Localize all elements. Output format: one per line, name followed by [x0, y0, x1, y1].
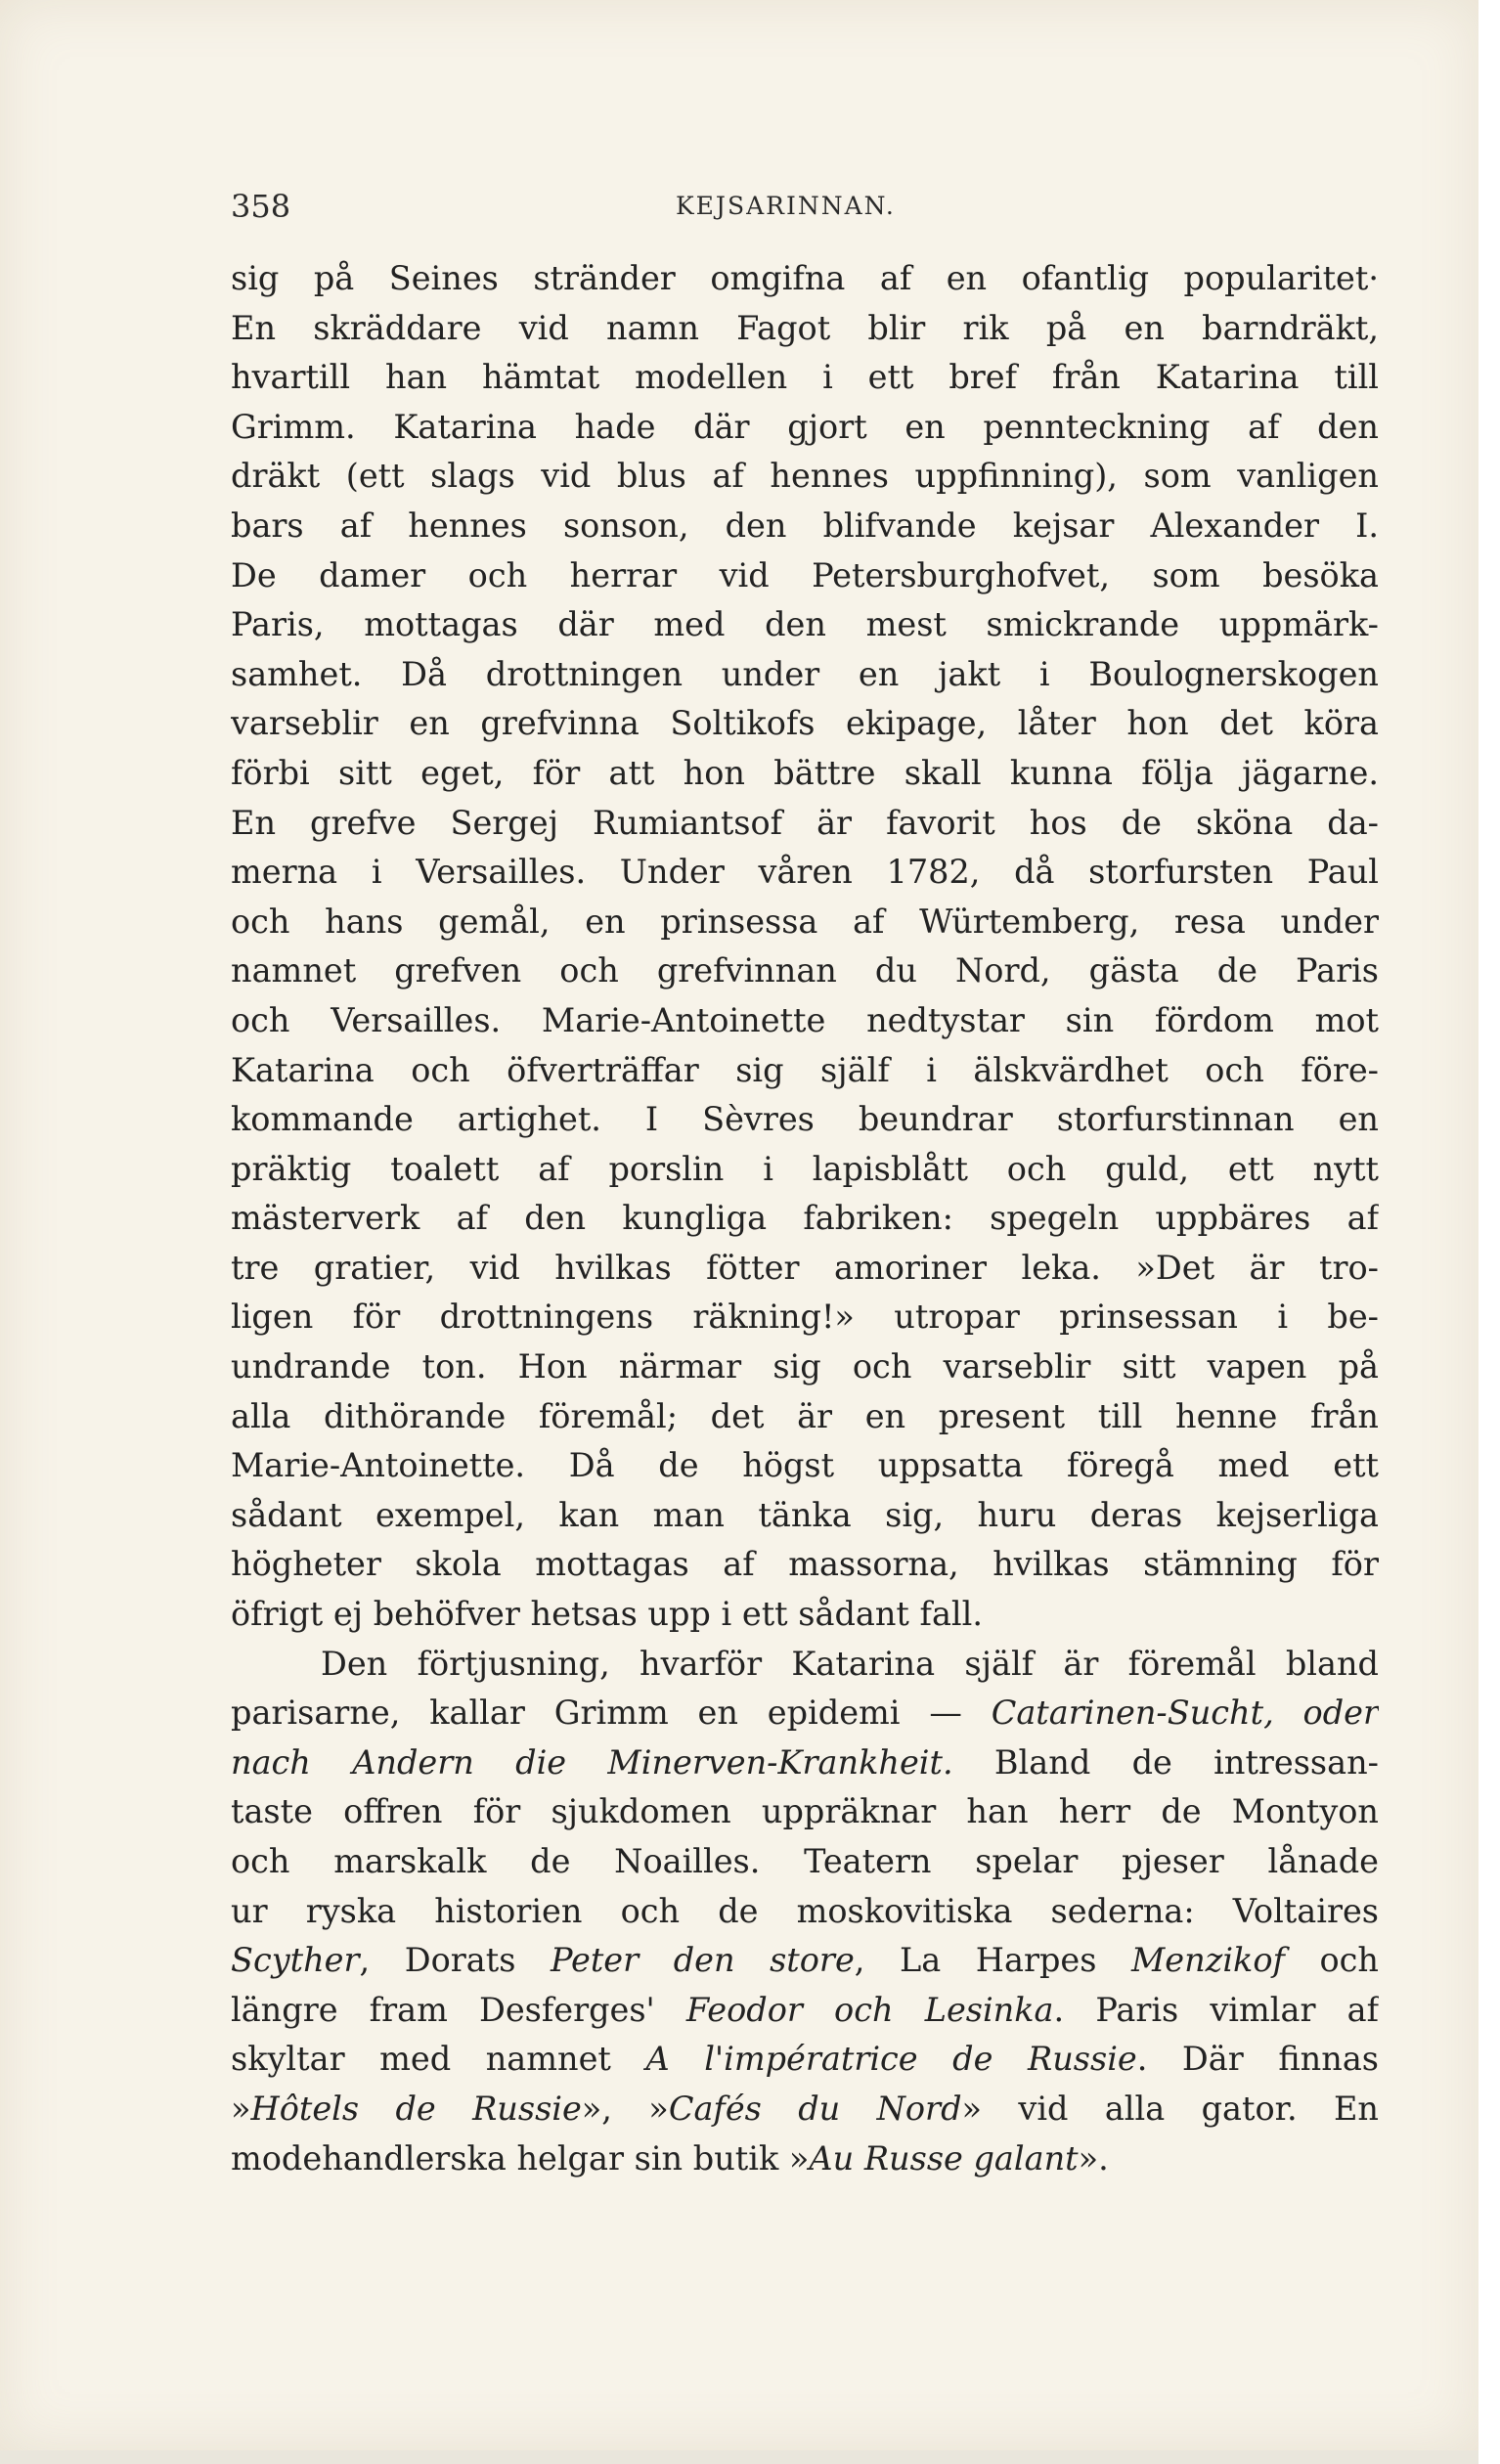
text-line: De damer och herrar vid Petersburghofvet, som besöka	[231, 555, 1379, 594]
body-text	[231, 254, 1379, 2183]
italic-phrase: Au Russe galant	[809, 2138, 1079, 2178]
text-line: En skräddare vid namn Fagot blir rik på en barndräkt,	[231, 308, 1379, 347]
italic-title: Peter den store	[550, 1941, 855, 1980]
text-line: namnet grefven och grefvinnan du Nord, gästa de Paris	[231, 951, 1379, 990]
italic-title: Scyther	[231, 1941, 360, 1980]
text-line: undrande ton. Hon närmar sig och varseblir sitt vapen på	[231, 1347, 1379, 1386]
text-line: bars af hennes sonson, den blifvande kejsar Alexander I.	[231, 506, 1379, 545]
italic-title: Feodor och Lesinka	[685, 1990, 1054, 2029]
italic-phrase: Catarinen-Sucht, oder	[991, 1694, 1379, 1733]
italic-phrase: Hôtels de Russie	[250, 2089, 582, 2128]
text-line: samhet. Då drottningen under en jakt i Boulognerskogen	[231, 654, 1379, 693]
text-line: längre fram Desferges' Feodor och Lesinka. Paris vimlar af	[231, 1990, 1379, 2029]
text-line: dräkt (ett slags vid blus af hennes uppfinning), som vanligen	[231, 457, 1379, 496]
text-line: Scyther, Dorats Peter den store, La Harpes Menzikof och	[231, 1941, 1379, 1980]
text-line: skyltar med namnet A l'impératrice de Russie. Där finnas	[231, 2040, 1379, 2079]
page-header	[231, 182, 1379, 231]
text-line: sådant exempel, kan man tänka sig, huru deras kejserliga	[231, 1495, 1379, 1534]
text-line: ur ryska historien och de moskovitiska sederna: Voltaires	[231, 1891, 1379, 1930]
text-line: nach Andern die Minerven-Krankheit. Bland de intressan-	[231, 1742, 1379, 1782]
page-number: 358	[231, 188, 291, 225]
text-line: »Hôtels de Russie», »Cafés du Nord» vid alla gator. En	[231, 2089, 1379, 2128]
text-line: En grefve Sergej Rumiantsof är favorit hos de sköna da-	[231, 803, 1379, 842]
running-head: KEJSARINNAN.	[676, 192, 896, 220]
text-line: merna i Versailles. Under våren 1782, då storfursten Paul	[231, 853, 1379, 892]
paragraph-1	[231, 254, 1379, 1640]
text-line: alla dithörande föremål; det är en present till henne från	[231, 1396, 1379, 1435]
text-line: Katarina och öfverträffar sig själf i älskvärdhet och före-	[231, 1050, 1379, 1089]
text-line: hvartill han hämtat modellen i ett bref från Katarina till	[231, 358, 1379, 397]
text-line: förbi sitt eget, för att hon bättre skall kunna följa jägarne.	[231, 753, 1379, 792]
italic-phrase: nach Andern die Minerven-Krankheit.	[231, 1742, 953, 1782]
italic-title: Menzikof	[1130, 1941, 1285, 1980]
text-line: sig på Seines stränder omgifna af en ofantlig popularitet·	[231, 259, 1379, 297]
text-line: varseblir en grefvinna Soltikofs ekipage, låter hon det köra	[231, 704, 1379, 743]
italic-phrase: A l'impératrice de Russie	[645, 2040, 1137, 2079]
text-line: Grimm. Katarina hade där gjort en pennteckning af den	[231, 407, 1379, 446]
text-line: mästerverk af den kungliga fabriken: spegeln uppbäres af	[231, 1199, 1379, 1238]
paragraph-2	[231, 1640, 1379, 2184]
text-line: högheter skola mottagas af massorna, hvilkas stämning för	[231, 1545, 1379, 1584]
page-edge	[1478, 0, 1500, 2464]
text-line: och hans gemål, en prinsessa af Würtemberg, resa under	[231, 902, 1379, 941]
text-line: präktig toalett af porslin i lapisblått och guld, ett nytt	[231, 1149, 1379, 1188]
text-line: Marie-Antoinette. Då de högst uppsatta föregå med ett	[231, 1446, 1379, 1485]
text-line: Paris, mottagas där med den mest smickrande uppmärk-	[231, 605, 1379, 644]
text-line: öfrigt ej behöfver hetsas upp i ett sådant fall.	[231, 1595, 983, 1634]
text-line: och marskalk de Noailles. Teatern spelar pjeser lånade	[231, 1842, 1379, 1880]
text-line: Den förtjusning, hvarför Katarina själf är föremål bland	[321, 1644, 1379, 1683]
text-line: och Versailles. Marie-Antoinette nedtystar sin fördom mot	[231, 1000, 1379, 1039]
text-line: taste offren för sjukdomen uppräknar han herr de Montyon	[231, 1792, 1379, 1831]
text-line: kommande artighet. I Sèvres beundrar storfurstinnan en	[231, 1100, 1379, 1139]
text-line: ligen för drottningens räkning!» utropar prinsessan i be-	[231, 1298, 1379, 1337]
italic-phrase: Cafés du Nord	[668, 2089, 962, 2128]
text-line: tre gratier, vid hvilkas fötter amoriner leka. »Det är tro-	[231, 1248, 1379, 1287]
text-line: modehandlerska helgar sin butik »Au Russe galant».	[231, 2138, 1109, 2178]
text-line: parisarne, kallar Grimm en epidemi — Catarinen-Sucht, oder	[231, 1694, 1379, 1733]
